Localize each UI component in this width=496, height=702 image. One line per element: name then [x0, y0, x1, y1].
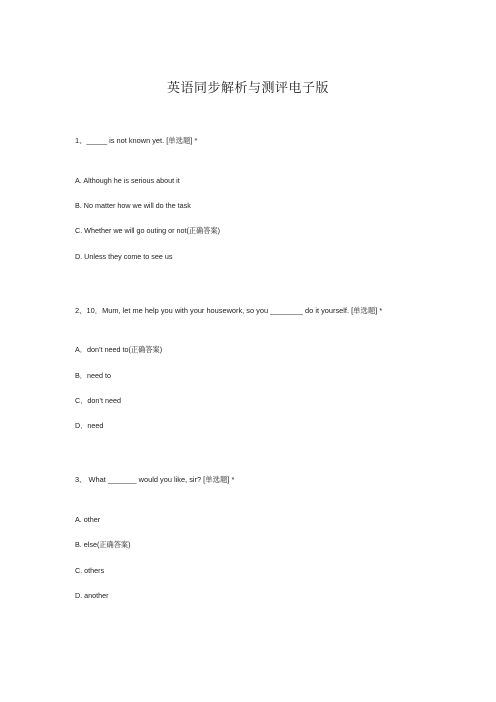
page-title: 英语同步解析与测评电子版: [166, 81, 329, 96]
question-2-option-a: A．don’t need to(正确答案): [75, 345, 163, 354]
question-2-option-b: B．need to: [75, 371, 111, 380]
question-1-option-b: B. No matter how we will do the task: [75, 201, 191, 210]
question-2-option-d: D．need: [75, 421, 104, 430]
question-1-option-c: C. Whether we will go outing or not(正确答案): [75, 226, 220, 235]
question-1-stem: 1、_____ is not known yet. [单选题] *: [75, 136, 198, 145]
question-2-stem: 2、10．Mum, let me help you with your housework, so you ________ do it yourself. [单选题] *: [75, 306, 383, 315]
question-1-option-d: D. Unless they come to see us: [75, 252, 173, 261]
question-3-option-a: A. other: [75, 515, 101, 524]
question-2-option-c: C．don’t need: [75, 396, 121, 405]
question-1-option-a: A. Although he is serious about it: [75, 176, 180, 185]
question-3-stem: 3、 What _______ would you like, sir? [单选题] *: [75, 475, 235, 484]
question-3-option-b: B. else(正确答案): [75, 540, 131, 549]
question-3-option-c: C. others: [75, 566, 105, 575]
question-3-option-d: D. another: [75, 591, 109, 600]
